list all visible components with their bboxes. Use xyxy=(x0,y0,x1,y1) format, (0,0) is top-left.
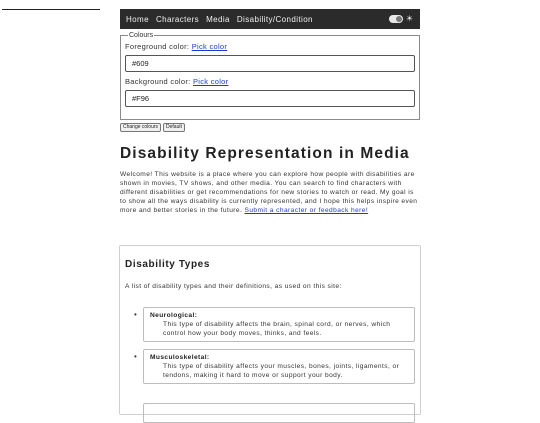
theme-toggle-switch[interactable] xyxy=(389,15,403,23)
top-divider-line xyxy=(2,9,100,10)
nav-link-disability-condition[interactable]: Disability/Condition xyxy=(236,14,313,24)
background-pick-color-link[interactable]: Pick color xyxy=(192,77,229,86)
bullet-icon: • xyxy=(134,310,137,319)
foreground-color-label: Foreground color: xyxy=(125,42,192,51)
page-title: Disability Representation in Media xyxy=(120,145,410,162)
intro-text: Welcome! This website is a place where you can explore how people with disabilities are shown in movies, TV shows, and other media. You can search to find characters with different disabilities or get recommendations for new stories to watch or read. My goal is to show all the ways disability is currently represented, and I hope this helps inspire even more and better stories in the future. xyxy=(120,171,418,214)
disability-types-heading: Disability Types xyxy=(125,259,210,270)
type-name: Neurological: xyxy=(150,312,198,319)
background-color-input[interactable] xyxy=(125,90,415,107)
nav-link-characters[interactable]: Characters xyxy=(155,14,200,24)
nav-link-home[interactable]: Home xyxy=(126,14,149,24)
disability-types-description: A list of disability types and their definitions, as used on this site: xyxy=(125,283,342,290)
type-definition: This type of disability affects the brain, spinal cord, or nerves, which control how your body moves, thinks, and feels. xyxy=(163,321,391,337)
foreground-color-row xyxy=(125,42,415,51)
type-name: Musculoskeletal: xyxy=(150,354,210,361)
type-definition: This type of disability affects your muscles, bones, joints, ligaments, or tendons, making it hard to move or support your body. xyxy=(163,363,400,379)
nav-link-media[interactable]: Media xyxy=(206,14,230,24)
colours-fieldset xyxy=(120,32,420,120)
background-color-row xyxy=(125,77,415,86)
background-color-label: Background color: xyxy=(125,77,193,86)
colours-legend: Colours xyxy=(129,32,154,39)
default-colours-button[interactable]: Default xyxy=(163,123,185,132)
top-navigation-bar xyxy=(120,9,420,29)
disability-types-card xyxy=(119,245,421,415)
colour-buttons xyxy=(120,123,185,132)
foreground-pick-color-link[interactable]: Pick color xyxy=(191,42,228,51)
sun-icon: ☀ xyxy=(405,14,413,23)
list-item-neurological xyxy=(134,307,415,342)
theme-toggle-group xyxy=(389,15,413,23)
bullet-icon: • xyxy=(134,352,137,361)
intro-paragraph xyxy=(120,170,422,215)
list-item-musculoskeletal xyxy=(134,349,415,384)
foreground-color-input[interactable] xyxy=(125,55,415,72)
change-colours-button[interactable]: Change colours xyxy=(120,123,161,132)
submit-feedback-link[interactable]: Submit a character or feedback here! xyxy=(244,207,369,214)
list-item-partial xyxy=(143,403,415,423)
